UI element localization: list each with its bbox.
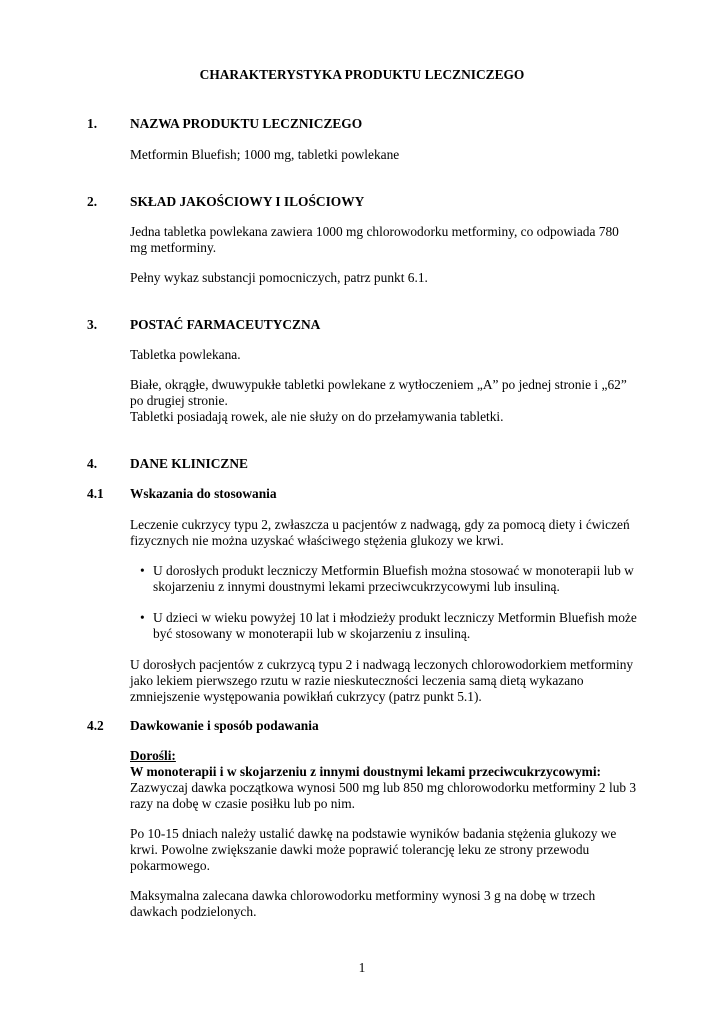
section-3-heading: POSTAĆ FARMACEUTYCZNA — [130, 317, 321, 332]
section-1-heading: NAZWA PRODUKTU LECZNICZEGO — [130, 116, 363, 131]
section-3-number: 3. — [87, 317, 98, 332]
section-4-number: 4. — [87, 456, 98, 471]
bullet-item-2-line-1: U dzieci w wieku powyżej 10 lat i młodzieży produkt leczniczy Metformin Bluefish może — [153, 610, 637, 625]
section-4-2-paragraph-2-line-1: Po 10-15 dniach należy ustalić dawkę na podstawie wyników badania stężenia glukozy we — [130, 826, 617, 841]
section-4-heading: DANE KLINICZNE — [130, 456, 248, 471]
bullet-item-2-line-2: być stosowany w monoterapii lub w skojarzeniu z insuliną. — [153, 626, 471, 641]
section-4-2-subheading-adults: Dorośli: — [130, 748, 176, 763]
section-4-2-paragraph-2-line-2: krwi. Powolne zwiększanie dawki może poprawić tolerancję leku ze strony przewodu — [130, 842, 590, 857]
section-4-1-paragraph-1-line-1: Leczenie cukrzycy typu 2, zwłaszcza u pacjentów z nadwagą, gdy za pomocą diety i ćwiczeń — [130, 517, 630, 532]
section-4-1-paragraph-2-line-3: zmniejszenie występowania powikłań cukrzycy (patrz punkt 5.1). — [130, 689, 482, 704]
section-4-2-paragraph-1-line-2: razy na dobę w czasie posiłku lub po nim. — [130, 796, 355, 811]
section-1-paragraph: Metformin Bluefish; 1000 mg, tabletki powlekane — [130, 147, 400, 162]
section-4-2-paragraph-1-line-1: Zazwyczaj dawka początkowa wynosi 500 mg lub 850 mg chlorowodorku metforminy 2 lub 3 — [130, 780, 637, 795]
section-2-paragraph-2: Pełny wykaz substancji pomocniczych, patrz punkt 6.1. — [130, 270, 428, 285]
section-1-number: 1. — [87, 116, 98, 131]
section-4-1-number: 4.1 — [87, 486, 104, 501]
section-2-number: 2. — [87, 194, 98, 209]
section-4-2-paragraph-3-line-2: dawkach podzielonych. — [130, 904, 257, 919]
section-2-paragraph-1-line-2: mg metforminy. — [130, 240, 217, 255]
section-4-2-paragraph-2-line-3: pokarmowego. — [130, 858, 210, 873]
section-4-2-heading: Dawkowanie i sposób podawania — [130, 718, 319, 733]
section-4-1-paragraph-2-line-2: jako lekiem pierwszego rzutu w razie nieskuteczności leczenia samą dietą wykazano — [130, 673, 584, 688]
bullet-marker-2: • — [140, 610, 145, 625]
bullet-item-1-line-1: U dorosłych produkt leczniczy Metformin Bluefish można stosować w monoterapii lub w — [153, 563, 634, 578]
section-4-1-heading: Wskazania do stosowania — [130, 486, 277, 501]
section-3-paragraph-2-line-2: po drugiej stronie. — [130, 393, 228, 408]
section-2-heading: SKŁAD JAKOŚCIOWY I ILOŚCIOWY — [130, 194, 365, 209]
section-3-paragraph-2-line-3: Tabletki posiadają rowek, ale nie służy on do przełamywania tabletki. — [130, 409, 504, 424]
section-4-1-paragraph-1-line-2: fizycznych nie można uzyskać właściwego stężenia glukozy we krwi. — [130, 533, 504, 548]
section-3-paragraph-2-line-1: Białe, okrągłe, dwuwypukłe tabletki powlekane z wytłoczeniem „A” po jednej stronie i „62” — [130, 377, 627, 392]
section-2-paragraph-1-line-1: Jedna tabletka powlekana zawiera 1000 mg chlorowodorku metforminy, co odpowiada 780 — [130, 224, 619, 239]
bullet-marker-1: • — [140, 563, 145, 578]
section-4-2-subheading-monotherapy: W monoterapii i w skojarzeniu z innymi doustnymi lekami przeciwcukrzycowymi: — [130, 764, 601, 779]
section-4-1-paragraph-2-line-1: U dorosłych pacjentów z cukrzycą typu 2 i nadwagą leczonych chlorowodorkiem metforminy — [130, 657, 634, 672]
section-4-2-number: 4.2 — [87, 718, 104, 733]
document-title: CHARAKTERYSTYKA PRODUKTU LECZNICZEGO — [199, 67, 525, 82]
section-4-2-paragraph-3-line-1: Maksymalna zalecana dawka chlorowodorku metforminy wynosi 3 g na dobę w trzech — [130, 888, 596, 903]
section-3-paragraph-1: Tabletka powlekana. — [130, 347, 241, 362]
bullet-item-1-line-2: skojarzeniu z innymi doustnymi lekami przeciwcukrzycowymi lub insuliną. — [153, 579, 560, 594]
page-number: 1 — [358, 960, 366, 975]
